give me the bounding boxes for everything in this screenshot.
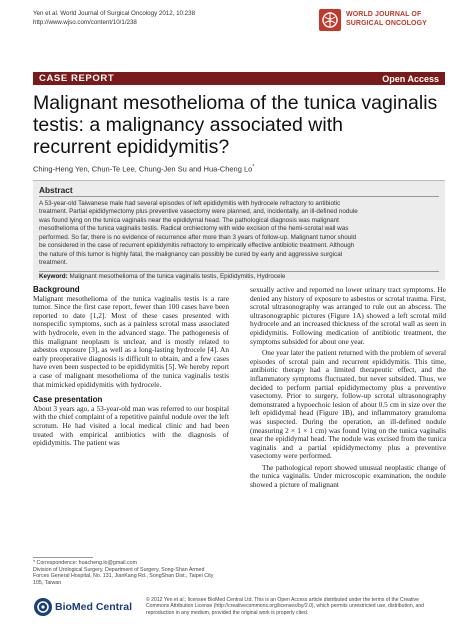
keywords-line xyxy=(39,273,285,280)
article-type-label: CASE REPORT xyxy=(39,73,115,84)
background-heading: Background xyxy=(33,285,80,294)
keywords-text: Malignant mesothelioma of the tunica vaginalis testis, Epididymitis, Hydrocele xyxy=(69,272,286,280)
journal-logo xyxy=(318,8,448,36)
article-url[interactable]: http://www.wjso.com/content/10/1/238 xyxy=(33,18,137,26)
publisher-logo xyxy=(33,597,133,617)
citation-line: Yen et al. World Journal of Surgical Oncology 2012, 10:238 xyxy=(33,10,196,17)
body-paragraph-2: One year later the patient returned with the problem of several episodes of scrotal pain and recurrent epididymitis. This time, antibiotic therapy had a limited therapeutic effect, and the inflammatory symptoms fluctuated, but never subsided. Thus, we decided to perform partial epididymectomy plus a preventive vasectomy. Prior to surgery, follow-up scrotal ultrasonography demonstrated a hypoechoic lesion of about 0.5 cm in size over the left epididymal head (Figure 1B), and inflammatory granuloma was suspected. During the operation, an ill-defined nodule (measuring 2 × 1 × 1 cm) was found lying on the tunica vaginalis near the epididymal head. The nodule was excised from the tunica vaginalis and a partial epididymectomy plus a preventive vasectomy were performed. xyxy=(250,348,446,461)
right-column xyxy=(250,286,446,490)
publisher-name: BioMed Central xyxy=(55,601,133,613)
correspondence-footnote: * Correspondence: huacheng.lo@gmail.com Division of Urological Surgery, Department of Surgery, Song-Shan Armed Forces General Hospital, No. 131, JianKang Rd., SongShan Dist., Taipei City 105, Taiwan xyxy=(33,560,233,586)
license-text: © 2012 Yen et al.; licensee BioMed Central Ltd. This is an Open Access article distributed under the terms of the Creative Commons Attribution License (http://creativecommons.org/licenses/by/2.0), which permits unrestricted use, distribution, and reproduction in any medium, provided the original work is properly cited. xyxy=(146,597,425,616)
footnote-divider xyxy=(33,557,93,558)
author-list: Ching-Heng Yen, Chun-Te Lee, Chung-Jen Su and Hua-Cheng Lo* xyxy=(33,164,255,174)
journal-emblem-icon xyxy=(318,8,342,32)
article-title: Malignant mesothelioma of the tunica vaginalis testis: a malignancy associated with recurrent epididymitis? xyxy=(33,92,438,158)
biomed-central-icon xyxy=(33,597,53,617)
background-paragraph: Malignant mesothelioma of the tunica vaginalis testis is a rare tumor. Since the first case report, fewer than 100 cases have been reported to date [1,2]. Most of these cases presented with nonspecific symptoms, such as a painless scrotal mass associated with hydrocele, even in the advanced stage. The pathogenesis of this malignant neoplasm is unclear, and is mostly related to asbestos exposure [3], as well as a long-lasting hydrocele [4]. An early preoperative diagnosis is difficult to obtain, and a few cases have even been suspected to be epididymitis [5]. We hereby report a case of malignant mesothelioma of the tunica vaginalis testis that mimicked epididymitis with hydrocele. xyxy=(33,293,229,389)
citation-header xyxy=(33,10,195,27)
case-presentation-paragraph: About 3 years ago, a 53-year-old man was referred to our hospital with the chief complaint of a repetitive painful nodule over the left scrotum. He had visited a local medical clinic and had been treated with empirical antibiotics with the diagnosis of epididymitis. The patient was xyxy=(33,403,229,448)
body-paragraph-3: The pathological report showed unusual neoplastic change of the tunica vaginalis. Under microscopic examination, the nodule showed a picture of malignant xyxy=(250,462,446,490)
body-paragraph-1: sexually active and reported no lower urinary tract symptoms. He denied any history of exposure to asbestos or scrotal trauma. First, scrotal ultrasonography was arranged to rule out an abscess. The ultrasonographic pictures (Figure 1A) showed a left scrotal mild hydrocele and an increased thickness of the scrotal wall as seen in epididymitis. Following medication of antibiotic treatment, the symptoms subsided for about one year. xyxy=(250,285,446,346)
article-type-banner xyxy=(33,72,445,85)
correspondence-email[interactable]: * Correspondence: huacheng.lo@gmail.com xyxy=(33,560,138,566)
journal-name: WORLD JOURNAL OF SURGICAL ONCOLOGY xyxy=(346,11,427,27)
keywords-label: Keyword: xyxy=(39,272,68,280)
left-column xyxy=(33,286,229,448)
abstract-text: A 53-year-old Taiwanese male had several episodes of left epididymitis with hydrocele refractory to antibiotic treatment. Partial epididymectomy plus preventive vasectomy were planned, and, incidentally, an ill-defined nodule was found lying on the tunica vaginalis near the epididymal head. The pathological diagnosis was malignant mesothelioma of the tunica vaginalis testis. Radical orchiectomy with wide excision of the hemi-scrotal wall was performed. So far, there is no evidence of recurrence after more than 3 years of follow-up. Malignant tumor should be considered in the case of recurrent epididymitis refractory to empirically effective antibiotic treatment. Although the nature of this tumor is highly fatal, the malignancy can possibly be cured by early and aggressive surgical treatment. xyxy=(39,200,358,267)
abstract-divider xyxy=(39,196,439,197)
open-access-label: Open Access xyxy=(382,73,439,84)
abstract-heading: Abstract xyxy=(39,185,73,195)
corresponding-mark: * xyxy=(252,164,255,170)
abstract-box xyxy=(33,180,445,280)
case-presentation-heading: Case presentation xyxy=(33,395,103,405)
